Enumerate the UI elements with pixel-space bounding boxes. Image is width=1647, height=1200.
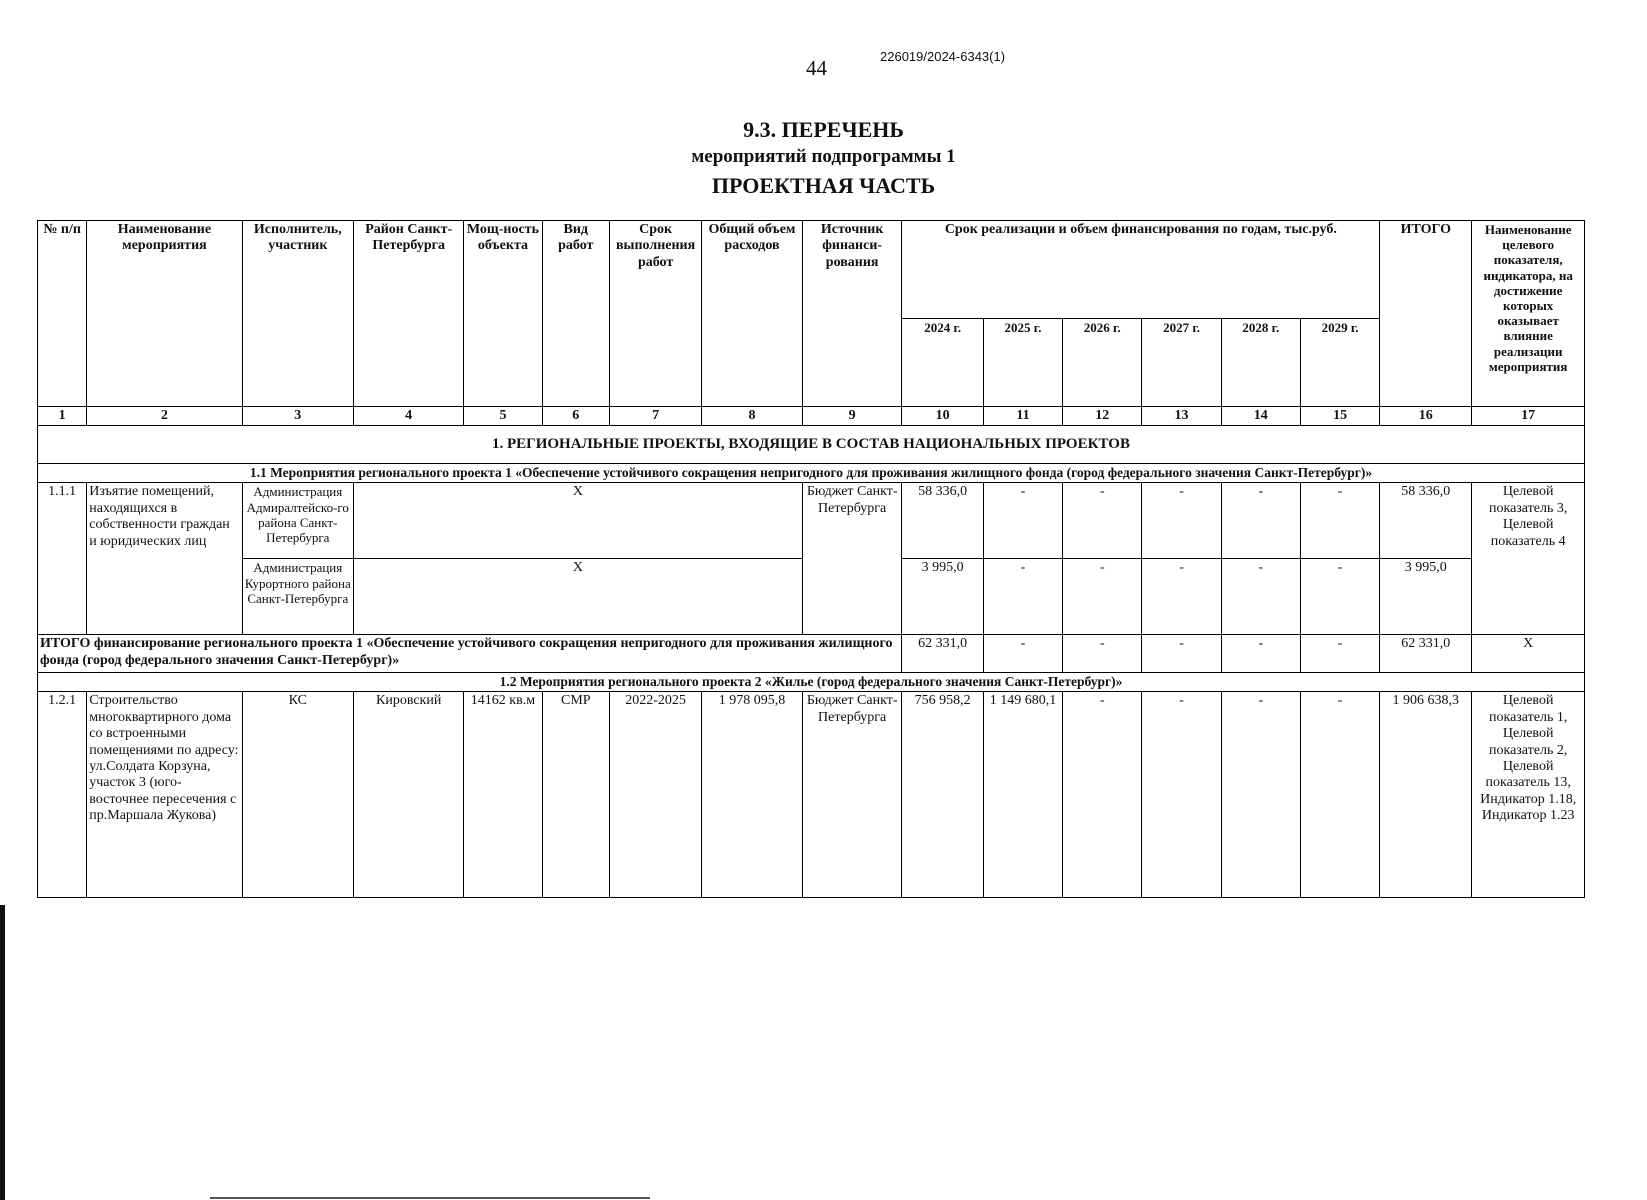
col-num: 4	[354, 407, 464, 426]
activity-name: Строительство многоквартирного дома со встроенными помещениями по адресу: ул.Солдата Корзуна, участок 3 (юго-восточнее пересечения с пр.Маршала Жукова)	[87, 692, 242, 898]
source-cell: Бюджет Санкт-Петербурга	[802, 483, 902, 635]
year-value: 756 958,2	[902, 692, 983, 898]
year-value: 3 995,0	[902, 559, 983, 635]
header-year-2024: 2024 г.	[902, 319, 983, 407]
header-period: Срок выполнения работ	[610, 221, 702, 407]
year-value: -	[1300, 692, 1379, 898]
target-cell: Целевой показатель 1, Целевой показатель 2, Целевой показатель 13, Индикатор 1.18, Индикатор 1.23	[1472, 692, 1585, 898]
total-cost-cell: 1 978 095,8	[702, 692, 803, 898]
col-num: 5	[464, 407, 542, 426]
header-district: Район Санкт-Петербурга	[354, 221, 464, 407]
year-value: -	[983, 483, 1062, 559]
col-num: 7	[610, 407, 702, 426]
header-name: Наименование мероприятия	[87, 221, 242, 407]
year-value: -	[1142, 559, 1221, 635]
header-year-2028: 2028 г.	[1221, 319, 1300, 407]
header-year-2026: 2026 г.	[1063, 319, 1142, 407]
year-value: -	[1300, 635, 1379, 673]
total-value: 58 336,0	[1380, 483, 1472, 559]
executor-cell: Администрация Курортного района Санкт-Петербурга	[242, 559, 353, 635]
year-value: 58 336,0	[902, 483, 983, 559]
year-value: -	[1221, 692, 1300, 898]
activities-table	[37, 220, 1585, 898]
header-year-2029: 2029 г.	[1300, 319, 1379, 407]
header-capacity: Мощ-ность объекта	[464, 221, 542, 407]
activity-name: Изъятие помещений, находящихся в собственности граждан и юридических лиц	[87, 483, 242, 635]
col-num: 1	[38, 407, 87, 426]
col-num: 15	[1300, 407, 1379, 426]
year-value: 62 331,0	[902, 635, 983, 673]
header-total-cost: Общий объем расходов	[702, 221, 803, 407]
year-value: -	[1063, 559, 1142, 635]
header-work-type: Вид работ	[542, 221, 609, 407]
year-value: -	[1142, 692, 1221, 898]
header-target: Наименование целевого показателя, индикатора, на достижение которых оказывает влияние реализации мероприятия	[1472, 221, 1585, 407]
x-mark: X	[354, 559, 803, 635]
total-value: 62 331,0	[1380, 635, 1472, 673]
subsection-title: 1.2 Мероприятия регионального проекта 2 «Жилье (город федерального значения Санкт-Петербург)»	[38, 673, 1585, 692]
header-year-2027: 2027 г.	[1142, 319, 1221, 407]
col-num: 8	[702, 407, 803, 426]
district-cell: Кировский	[354, 692, 464, 898]
col-num: 10	[902, 407, 983, 426]
scan-edge-bar	[0, 905, 5, 1200]
col-num: 2	[87, 407, 242, 426]
year-value: -	[1063, 692, 1142, 898]
subsection-title: 1.1 Мероприятия регионального проекта 1 «Обеспечение устойчивого сокращения непригодного для проживания жилищного фонда (город федерального значения Санкт-Петербург)»	[38, 464, 1585, 483]
header-financing: Срок реализации и объем финансирования по годам, тыс.руб.	[902, 221, 1380, 319]
header-total: ИТОГО	[1380, 221, 1472, 407]
year-value: -	[1142, 635, 1221, 673]
year-value: -	[1063, 635, 1142, 673]
header-num: № п/п	[38, 221, 87, 407]
header-executor: Исполнитель, участник	[242, 221, 353, 407]
year-value: -	[1221, 559, 1300, 635]
total-value: 1 906 638,3	[1380, 692, 1472, 898]
year-value: -	[1300, 483, 1379, 559]
executor-cell: Администрация Адмиралтейско-го района Санкт-Петербурга	[242, 483, 353, 559]
target-cell: Целевой показатель 3, Целевой показатель 4	[1472, 483, 1585, 635]
row-number: 1.1.1	[38, 483, 87, 635]
year-value: -	[1300, 559, 1379, 635]
target-cell: X	[1472, 635, 1585, 673]
title-subheading: мероприятий подпрограммы 1	[691, 146, 956, 167]
x-mark: X	[354, 483, 803, 559]
scan-bottom-line	[210, 1197, 650, 1199]
col-num: 16	[1380, 407, 1472, 426]
work-type-cell: СМР	[542, 692, 609, 898]
executor-cell: КС	[242, 692, 353, 898]
year-value: -	[1063, 483, 1142, 559]
year-value: -	[1142, 483, 1221, 559]
year-value: -	[1221, 635, 1300, 673]
period-cell: 2022-2025	[610, 692, 702, 898]
page-number: 44	[806, 56, 827, 80]
year-value: 1 149 680,1	[983, 692, 1062, 898]
header-year-2025: 2025 г.	[983, 319, 1062, 407]
col-num: 17	[1472, 407, 1585, 426]
title-heading: 9.3. ПЕРЕЧЕНЬ	[743, 117, 904, 142]
total-label: ИТОГО финансирование регионального проекта 1 «Обеспечение устойчивого сокращения непригодного для проживания жилищного фонда (город федерального значения Санкт-Петербург)»	[38, 635, 902, 673]
header-source: Источник финанси-рования	[802, 221, 902, 407]
col-num: 12	[1063, 407, 1142, 426]
col-num: 13	[1142, 407, 1221, 426]
col-num: 9	[802, 407, 902, 426]
col-num: 6	[542, 407, 609, 426]
col-num: 11	[983, 407, 1062, 426]
year-value: -	[983, 635, 1062, 673]
capacity-cell: 14162 кв.м	[464, 692, 542, 898]
col-num: 3	[242, 407, 353, 426]
year-value: -	[983, 559, 1062, 635]
total-value: 3 995,0	[1380, 559, 1472, 635]
title-part: ПРОЕКТНАЯ ЧАСТЬ	[711, 173, 936, 198]
source-cell: Бюджет Санкт-Петербурга	[802, 692, 902, 898]
section-title: 1. РЕГИОНАЛЬНЫЕ ПРОЕКТЫ, ВХОДЯЩИЕ В СОСТАВ НАЦИОНАЛЬНЫХ ПРОЕКТОВ	[38, 426, 1585, 464]
row-number: 1.2.1	[38, 692, 87, 898]
year-value: -	[1221, 483, 1300, 559]
col-num: 14	[1221, 407, 1300, 426]
document-code: 226019/2024-6343(1)	[880, 49, 1006, 64]
